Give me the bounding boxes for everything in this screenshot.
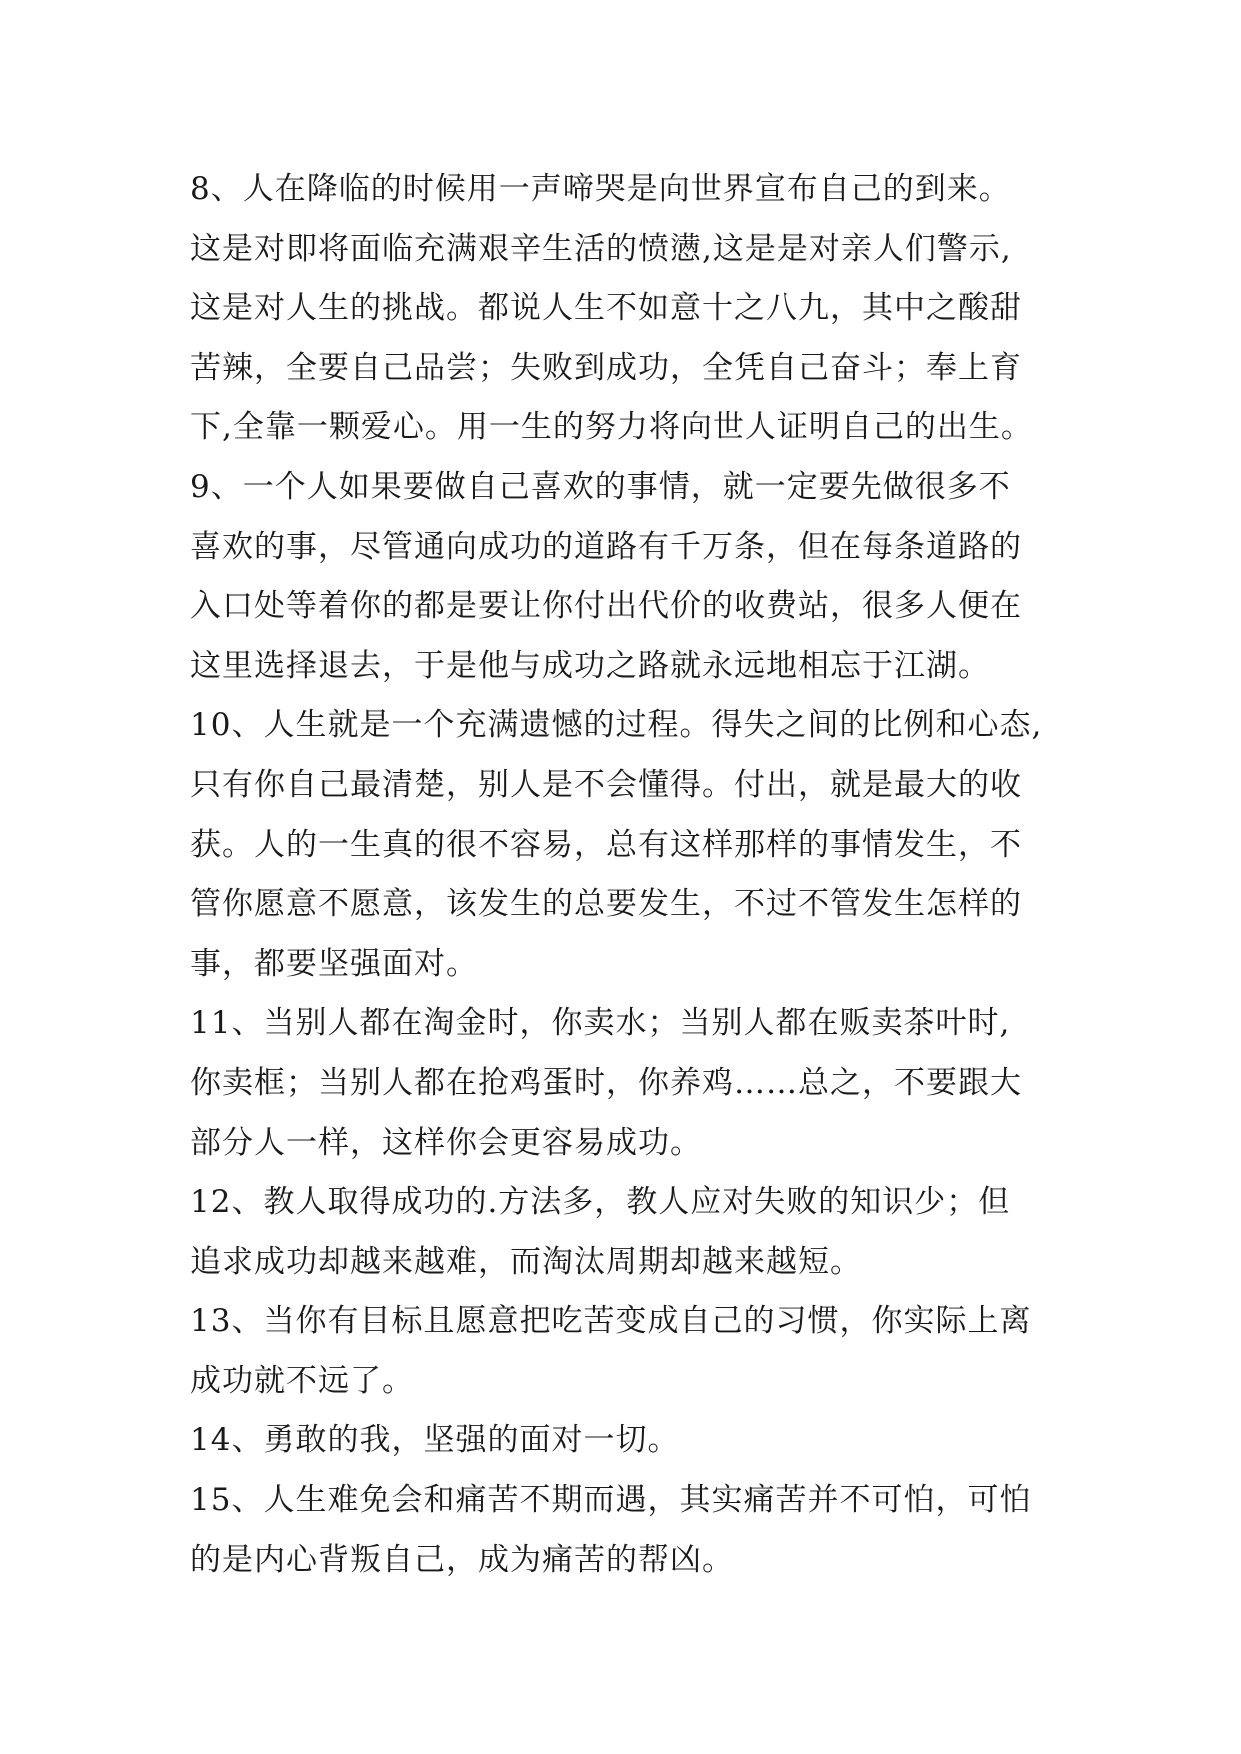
text-line: 下,全靠一颗爱心。用一生的努力将向世人证明自己的出生。 [190, 409, 1033, 446]
text-line: 苦辣，全要自己品尝；失败到成功，全凭自己奋斗；奉上育 [190, 349, 1022, 386]
text-line: 入口处等着你的都是要让你付出代价的收费站，很多人便在 [190, 588, 1022, 625]
text-line: 这是对即将面临充满艰辛生活的愤懑,这是是对亲人们警示, [190, 230, 1012, 267]
text-line: 部分人一样，这样你会更容易成功。 [190, 1124, 702, 1161]
text-line: 只有你自己最清楚，别人是不会懂得。付出，就是最大的收 [190, 766, 1022, 803]
text-line: 8、人在降临的时候用一声啼哭是向世界宣布自己的到来。 [190, 171, 1011, 207]
text-line: 的是内心背叛自己，成为痛苦的帮凶。 [190, 1541, 734, 1578]
text-line: 事，都要坚强面对。 [190, 945, 478, 982]
text-line: 14、勇敢的我，坚强的面对一切。 [190, 1422, 680, 1459]
text-line: 喜欢的事，尽管通向成功的道路有千万条，但在每条道路的 [190, 528, 1022, 565]
text-line: 10、人生就是一个充满遗憾的过程。得失之间的比例和心态, [190, 707, 1043, 744]
text-line: 15、人生难免会和痛苦不期而遇，其实痛苦并不可怕，可怕 [190, 1482, 1032, 1519]
text-line: 11、当别人都在淘金时，你卖水；当别人都在贩卖茶叶时, [190, 1005, 1011, 1042]
text-line: 获。人的一生真的很不容易，总有这样那样的事情发生，不 [190, 826, 1022, 863]
document-body [190, 160, 1090, 1590]
text-line: 9、一个人如果要做自己喜欢的事情，就一定要先做很多不 [190, 468, 1011, 505]
text-line: 你卖框；当别人都在抢鸡蛋时，你养鸡……总之，不要跟大 [190, 1064, 1022, 1101]
text-line: 追求成功却越来越难，而淘汰周期却越来越短。 [190, 1243, 862, 1280]
text-line: 这是对人生的挑战。都说人生不如意十之八九，其中之酸甜 [190, 290, 1022, 327]
text-line: 管你愿意不愿意，该发生的总要发生，不过不管发生怎样的 [190, 886, 1022, 923]
text-line: 12、教人取得成功的.方法多，教人应对失败的知识少；但 [190, 1184, 1011, 1221]
text-line: 这里选择退去，于是他与成功之路就永远地相忘于江湖。 [190, 647, 990, 684]
text-line: 成功就不远了。 [190, 1362, 414, 1399]
text-line: 13、当你有目标且愿意把吃苦变成自己的习惯，你实际上离 [190, 1303, 1032, 1340]
